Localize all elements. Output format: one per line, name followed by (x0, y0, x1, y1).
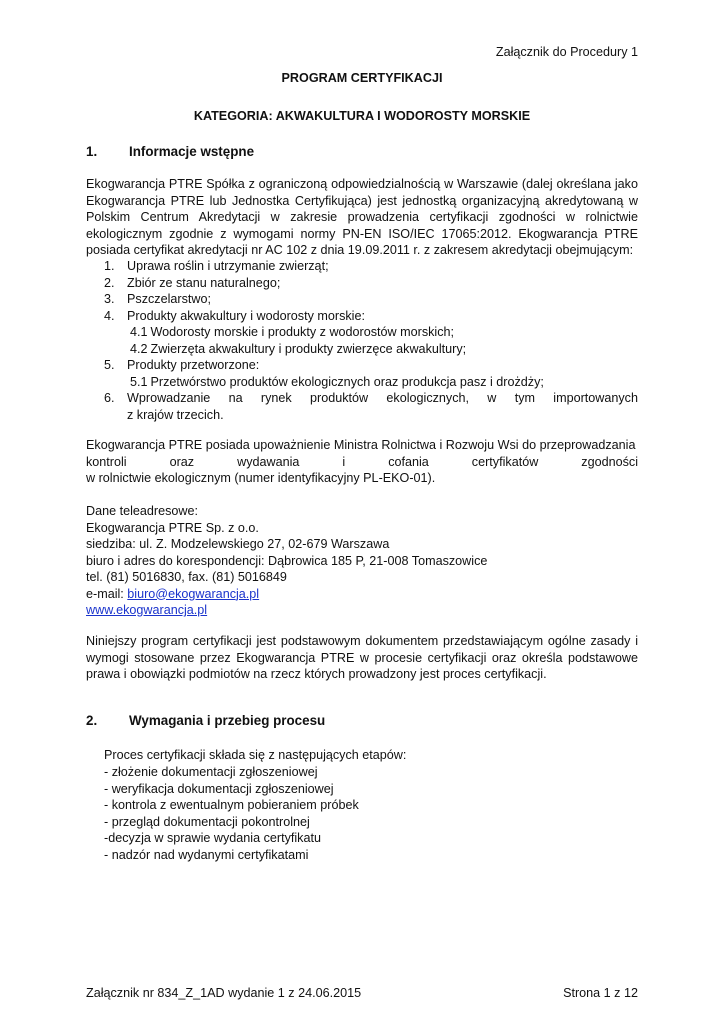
list-item: - kontrola z ewentualnym pobieraniem próbek (104, 798, 359, 812)
list-item: 3. Pszczelarstwo; (104, 292, 211, 306)
section-2-title: Wymagania i przebieg procesu (129, 713, 326, 728)
contact-heading: Dane teleadresowe: (86, 504, 199, 518)
list-item: 5. Produkty przetworzone: (104, 358, 260, 372)
contact-details (86, 503, 487, 619)
phone-fax: tel. (81) 5016830, fax. (81) 5016849 (86, 570, 287, 584)
list-item: -decyzja w sprawie wydania certyfikatu (104, 831, 321, 845)
list-item: - złożenie dokumentacji zgłoszeniowej (104, 765, 318, 779)
footer-page-number: Strona 1 z 12 (563, 986, 638, 1000)
closing-paragraph: Niniejszy program certyfikacji jest podstawowym dokumentem przedstawiającym ogólne zasady i wymogi stosowane przez Ekogwarancja PTRE w procesie certyfikacji oraz określa podstawowe prawa i obowiązki podmiotów na rzecz których prowadzony jest proces certyfikacji. (86, 634, 638, 681)
list-item: 1. Uprawa roślin i utrzymanie zwierząt; (104, 259, 329, 273)
document-title: PROGRAM CERTYFIKACJI (281, 71, 443, 85)
company-seat: siedziba: ul. Z. Modzelewskiego 27, 02-679 Warszawa (86, 537, 390, 551)
process-intro: Proces certyfikacji składa się z następujących etapów: (104, 748, 407, 762)
email-link[interactable]: biuro@ekogwarancja.pl (127, 586, 260, 601)
intro-paragraph: Ekogwarancja PTRE Spółka z ograniczoną odpowiedzialnością w Warszawie (dalej określana jako Ekogwarancja PTRE lub Jednostka Certyfikująca) jest jednostką organizacyjną akredytowaną w Polskim Centrum Akredytacji w zakresie prowadzenia certyfikacji zgodności w rolnictwie ekologicznym zgodnie z wymogami normy PN-EN ISO/IEC 17065:2012. Ekogwarancja PTRE posiada certyfikat akredytacji nr AC 102 z dnia 19.09.2011 r. z zakresem akredytacji obejmującym: (86, 177, 638, 257)
list-subitem: 4.1 Wodorosty morskie i produkty z wodorostów morskich; (130, 325, 455, 339)
section-1-heading (86, 144, 254, 161)
list-subitem: 4.2 Zwierzęta akwakultury i produkty zwierzęce akwakultury; (130, 341, 467, 356)
list-item: - przegląd dokumentacji pokontrolnej (104, 814, 310, 829)
office-address: biuro i adres do korespondencji: Dąbrowica 185 P, 21-008 Tomaszowice (86, 553, 488, 568)
accreditation-scope-list (104, 258, 638, 423)
category-title: KATEGORIA: AKWAKULTURA I WODOROSTY MORSKIE (193, 109, 531, 123)
process-steps-list (104, 764, 359, 863)
list-item: 4. Produkty akwakultury i wodorosty morskie: (104, 308, 365, 323)
section-2-heading (86, 713, 325, 730)
list-subitem: 5.1 Przetwórstwo produktów ekologicznych oraz produkcja pasz i drożdży; (130, 374, 544, 389)
list-item: - weryfikacja dokumentacji zgłoszeniowej (104, 781, 334, 796)
company-name: Ekogwarancja PTRE Sp. z o.o. (86, 520, 259, 535)
section-1-number: 1. (86, 144, 98, 159)
list-item: 6. Wprowadzanie na rynek produktów ekologicznych, w tym importowanych z krajów trzecich. (104, 391, 638, 422)
annex-label: Załącznik do Procedury 1 (495, 45, 638, 59)
authorization-paragraph: Ekogwarancja PTRE posiada upoważnienie Ministra Rolnictwa i Rozwoju Wsi do przeprowadzania kontroli oraz wydawania i cofania certyfikatów zgodności w rolnictwie ekologicznym (numer identyfikacyjny PL-EKO-01). (86, 438, 638, 485)
list-item: - nadzór nad wydanymi certyfikatami (104, 847, 309, 862)
list-item: 2. Zbiór ze stanu naturalnego; (104, 275, 281, 290)
section-1-title: Informacje wstępne (129, 144, 255, 159)
section-2-number: 2. (86, 713, 98, 728)
footer-document-reference: Załącznik nr 834_Z_1AD wydanie 1 z 24.06.2015 (86, 986, 362, 1000)
email-line: e-mail: biuro@ekogwarancja.pl (86, 586, 260, 601)
website-link[interactable]: www.ekogwarancja.pl (86, 603, 208, 617)
